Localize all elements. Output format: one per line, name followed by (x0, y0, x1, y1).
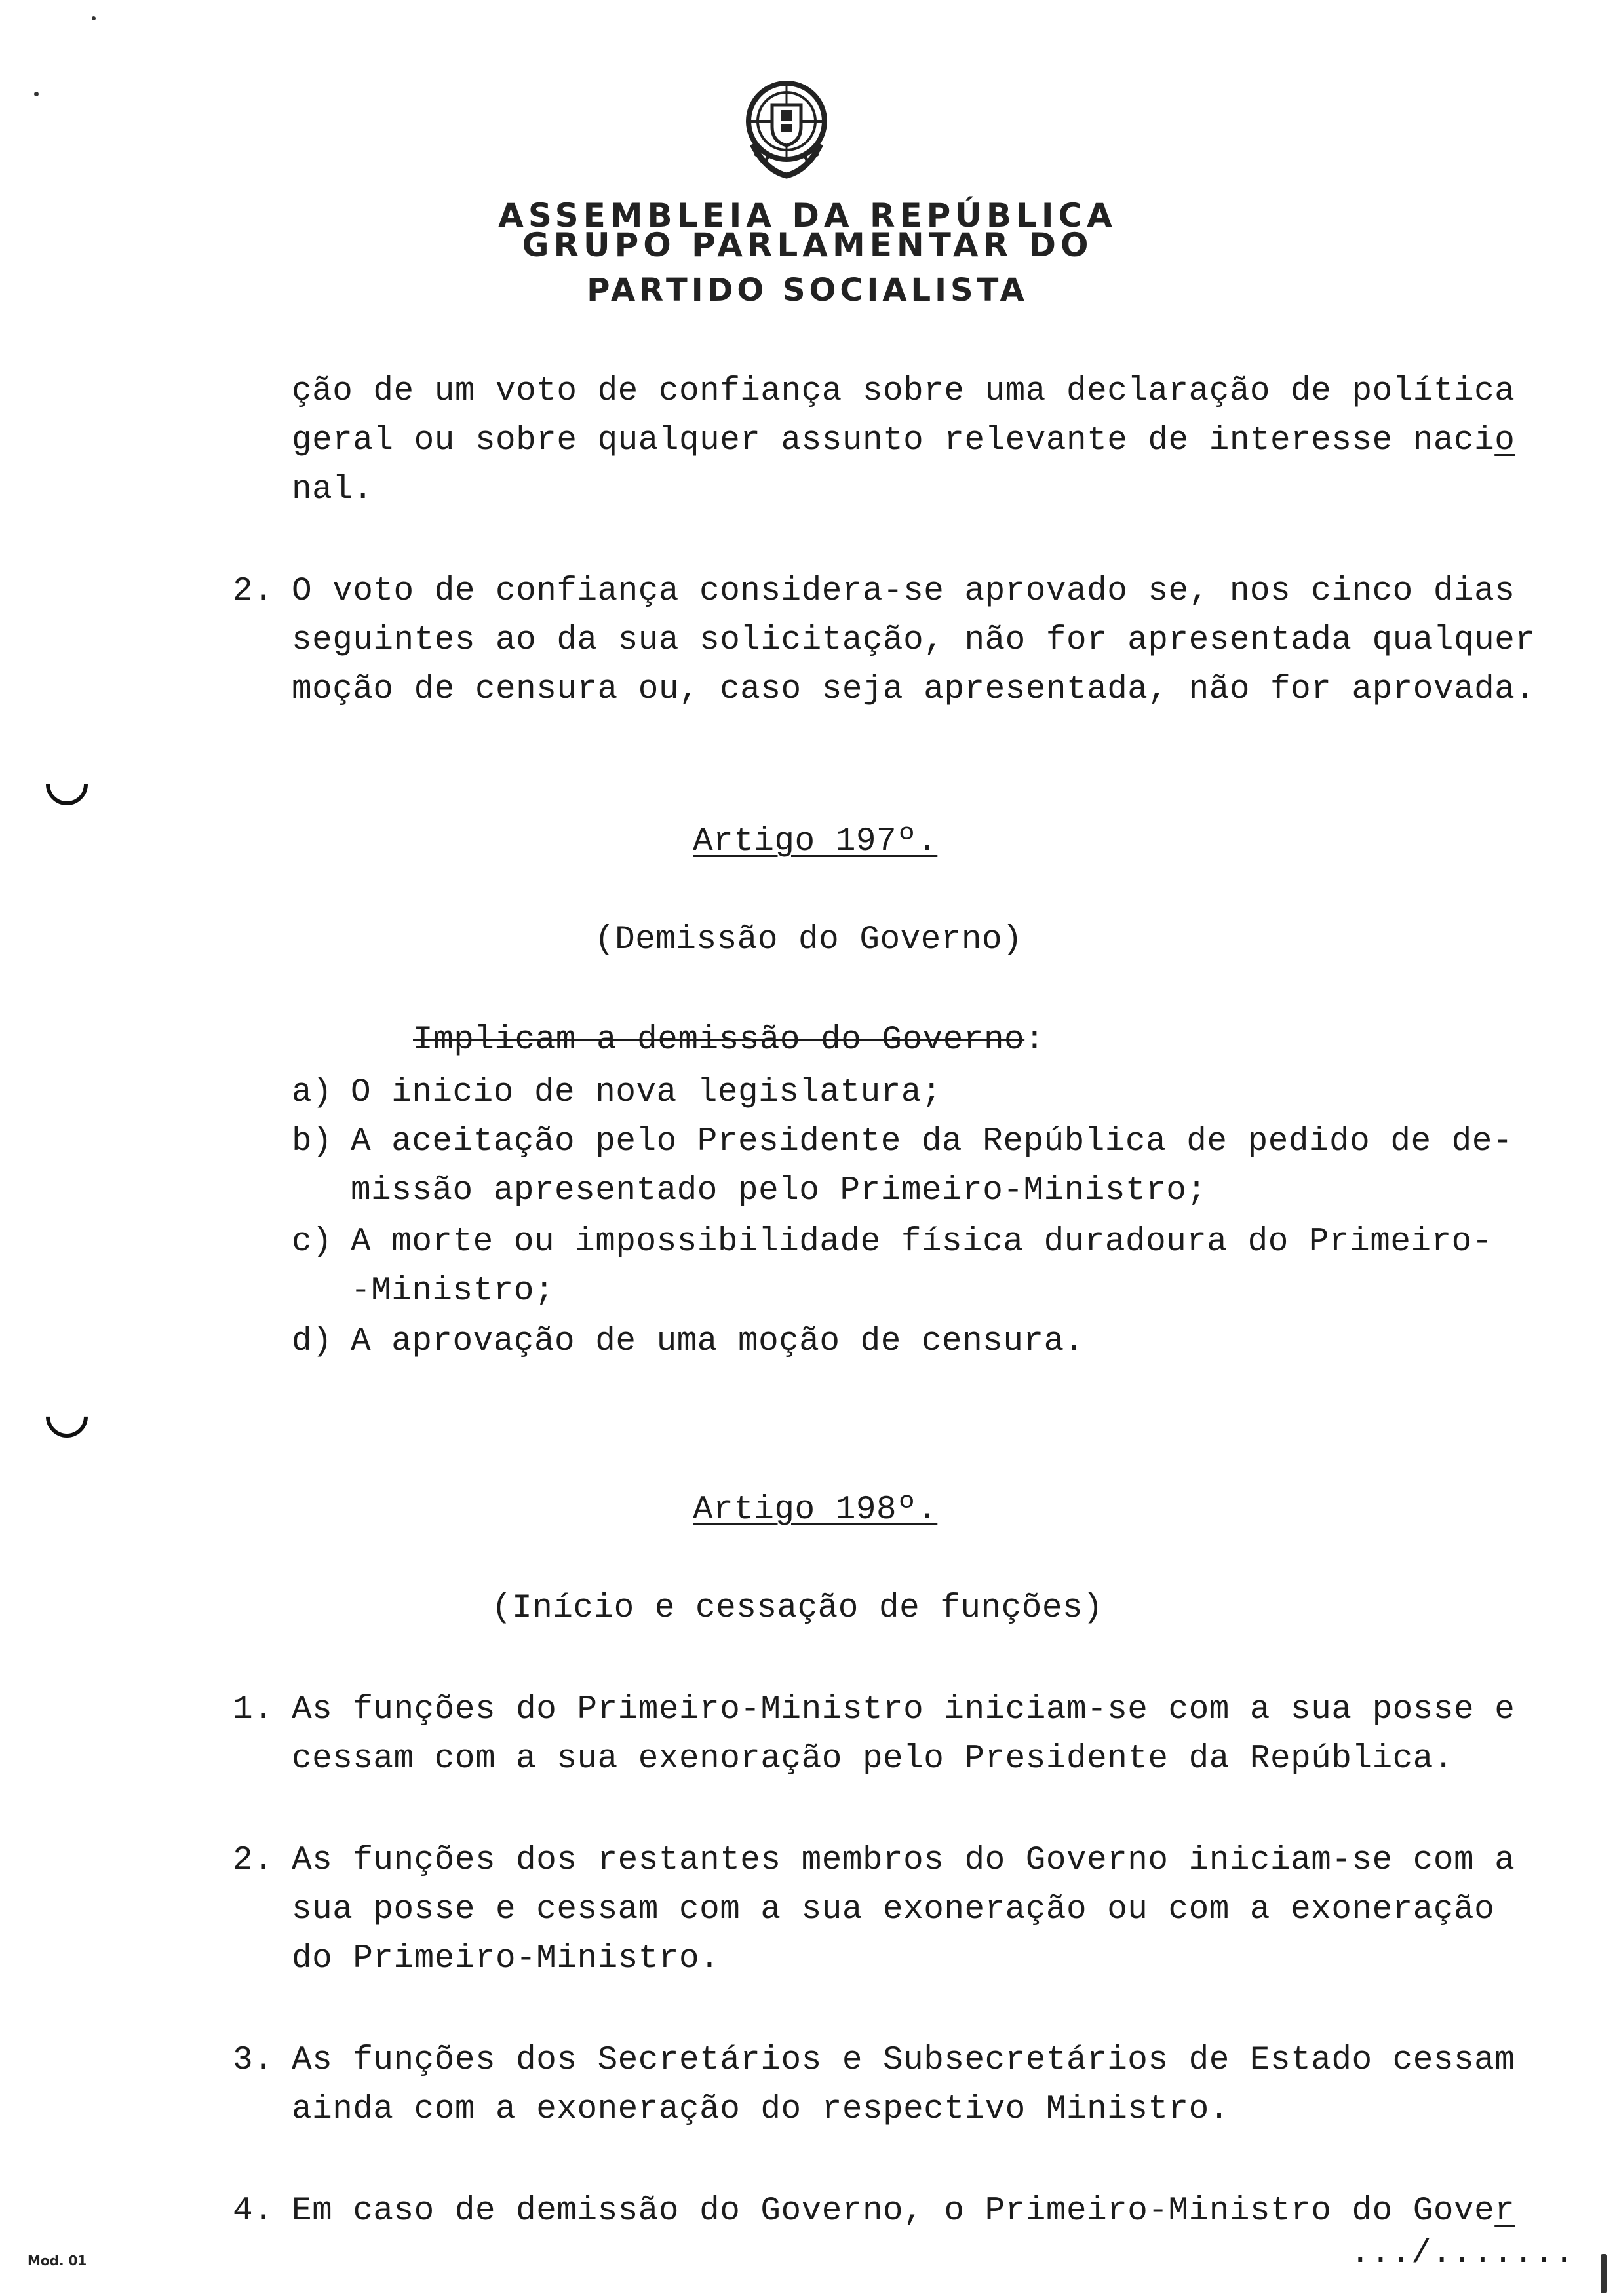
scan-speck (1601, 2254, 1607, 2293)
item-label: a) (292, 1074, 333, 1111)
coat-of-arms-icon (741, 72, 832, 180)
paragraph-line: nal. (292, 471, 374, 508)
item-number: 2. (233, 573, 274, 610)
punch-hole-mark (37, 1387, 97, 1447)
article-subtitle: (Demissão do Governo) (594, 921, 1023, 959)
item-number: 4. (233, 2192, 274, 2230)
paragraph-line: seguintes ao da sua solicitação, não for apresentada qualquer (292, 622, 1536, 659)
article-subtitle: (Início e cessação de funções) (492, 1590, 1104, 1627)
item-label: b) (292, 1123, 333, 1160)
form-code: Mod. 01 (28, 2253, 87, 2268)
list-item: missão apresentado pelo Primeiro-Ministro; (351, 1172, 1207, 1210)
list-item: O inicio de nova legislatura; (351, 1074, 943, 1111)
paragraph-line: ainda com a exoneração do respectivo Ministro. (292, 2091, 1230, 2128)
article-heading: Artigo 197º. (693, 823, 938, 860)
item-label: d) (292, 1323, 333, 1360)
paragraph-line: Em caso de demissão do Governo, o Primeiro-Ministro do Gover (292, 2192, 1515, 2230)
list-item: A aprovação de uma moção de censura. (351, 1323, 1085, 1360)
list-item: A aceitação pelo Presidente da República de pedido de de- (351, 1123, 1513, 1160)
paragraph-line: As funções dos restantes membros do Governo iniciam-se com a (292, 1842, 1515, 1879)
list-item: -Ministro; (351, 1272, 555, 1310)
article-lead: Implicam a demissão do Governo: (413, 1022, 1045, 1059)
item-number: 2. (233, 1842, 274, 1879)
paragraph-line: O voto de confiança considera-se aprovado se, nos cinco dias (292, 573, 1515, 610)
item-number: 3. (233, 2042, 274, 2079)
scan-speck (92, 16, 96, 20)
paragraph-line: sua posse e cessam com a sua exoneração ou com a exoneração (292, 1891, 1495, 1928)
letterhead-group: GRUPO PARLAMENTAR DO (522, 226, 1093, 264)
list-item: A morte ou impossibilidade física duradoura do Primeiro- (351, 1223, 1492, 1261)
article-heading: Artigo 198º. (693, 1491, 938, 1529)
continuation-marker: .../....... (1350, 2235, 1575, 2272)
item-label: c) (292, 1223, 333, 1261)
paragraph-line: cessam com a sua exenoração pelo Presidente da República. (292, 1740, 1454, 1778)
scan-speck (34, 92, 39, 96)
paragraph-line: do Primeiro-Ministro. (292, 1940, 720, 1978)
item-number: 1. (233, 1691, 274, 1729)
letterhead-institution: ASSEMBLEIA DA REPÚBLICA (498, 197, 1117, 235)
paragraph-line: geral ou sobre qualquer assunto relevante de interesse nacio (292, 422, 1515, 459)
paragraph-line: moção de censura ou, caso seja apresentada, não for aprovada. (292, 671, 1536, 708)
letterhead-party: PARTIDO SOCIALISTA (587, 272, 1028, 309)
punch-hole-mark (37, 755, 97, 814)
paragraph-line: ção de um voto de confiança sobre uma declaração de política (292, 373, 1515, 410)
paragraph-line: As funções dos Secretários e Subsecretários de Estado cessam (292, 2042, 1515, 2079)
paragraph-line: As funções do Primeiro-Ministro iniciam-se com a sua posse e (292, 1691, 1515, 1729)
